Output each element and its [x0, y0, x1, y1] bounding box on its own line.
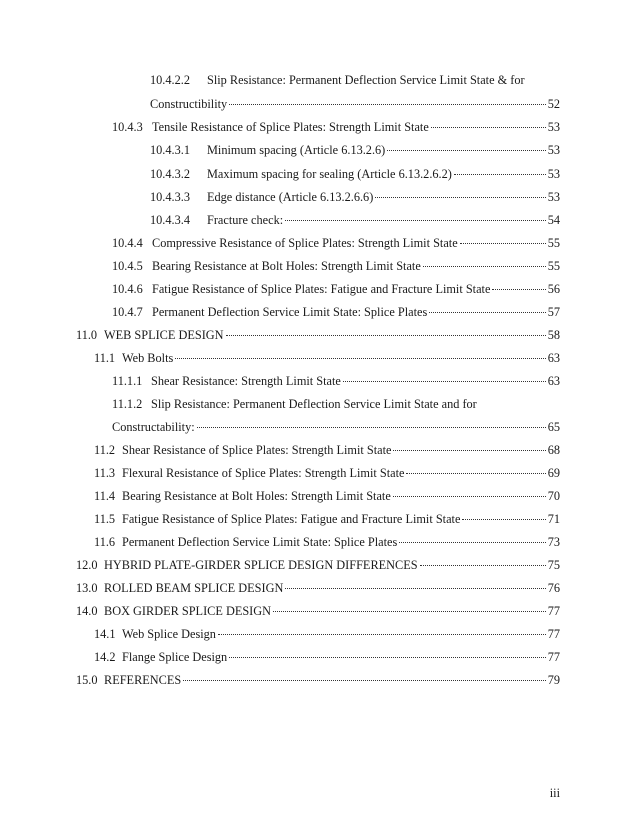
toc-page: 65: [547, 420, 560, 434]
dot-leader: [462, 519, 545, 520]
toc-entry[interactable]: [150, 141, 560, 159]
dot-leader: [285, 588, 545, 589]
toc-title-line1: Slip Resistance: Permanent Deflection Service Limit State & for: [207, 73, 525, 87]
toc-page: 68: [547, 443, 560, 457]
toc-entry[interactable]: [94, 464, 560, 482]
toc-entry[interactable]: [94, 349, 560, 367]
toc-number: 10.4.6: [112, 282, 143, 296]
toc-number: 10.4.3.3: [150, 190, 190, 204]
toc-title: Shear Resistance of Splice Plates: Strength Limit State: [122, 443, 392, 457]
toc-entry[interactable]: [94, 648, 560, 666]
dot-leader: [273, 611, 546, 612]
toc-page: 55: [547, 236, 560, 250]
toc-title: Edge distance (Article 6.13.2.6.6): [207, 190, 374, 204]
toc-page: 77: [547, 627, 560, 641]
toc-title: Permanent Deflection Service Limit State: Splice Plates: [122, 535, 398, 549]
toc-page: 69: [547, 466, 560, 480]
toc-entry[interactable]: [150, 188, 560, 206]
toc-entry[interactable]: [76, 602, 560, 620]
toc-number: 11.1.1: [112, 374, 143, 388]
toc-number: 11.2: [94, 443, 116, 457]
toc-title: Maximum spacing for sealing (Article 6.13.2.6.2): [207, 167, 452, 181]
toc-title: Constructibility: [150, 97, 228, 111]
dot-leader: [229, 657, 546, 658]
toc-entry[interactable]: [94, 487, 560, 505]
toc-entry[interactable]: [150, 165, 560, 183]
toc-title: BOX GIRDER SPLICE DESIGN: [104, 604, 272, 618]
toc-entry[interactable]: [94, 510, 560, 528]
toc-number: 11.1: [94, 351, 116, 365]
toc-entry[interactable]: [112, 418, 560, 436]
toc-page: 63: [547, 351, 560, 365]
dot-leader: [285, 220, 546, 221]
toc-title: Flexural Resistance of Splice Plates: Strength Limit State: [122, 466, 405, 480]
toc-page: 53: [547, 167, 560, 181]
toc-title: Bearing Resistance at Bolt Holes: Strength Limit State: [122, 489, 391, 503]
toc-title: Web Splice Design: [122, 627, 216, 641]
toc-title: ROLLED BEAM SPLICE DESIGN: [104, 581, 284, 595]
toc-title: Fatigue Resistance of Splice Plates: Fatigue and Fracture Limit State: [152, 282, 491, 296]
toc-number: 11.5: [94, 512, 116, 526]
dot-leader: [375, 197, 545, 198]
dot-leader: [492, 289, 545, 290]
dot-leader: [175, 358, 545, 359]
toc-title: WEB SPLICE DESIGN: [104, 328, 224, 342]
toc-number: 10.4.3: [112, 120, 143, 134]
toc-title: Shear Resistance: Strength Limit State: [151, 374, 341, 388]
toc-page: 52: [547, 97, 560, 111]
toc-page: 63: [547, 374, 560, 388]
toc-number: 11.4: [94, 489, 116, 503]
dot-leader: [399, 542, 545, 543]
toc-entry[interactable]: [112, 118, 560, 136]
toc-page: 71: [547, 512, 560, 526]
toc-title: Web Bolts: [122, 351, 174, 365]
toc-entry[interactable]: [150, 211, 560, 229]
toc-number: 10.4.4: [112, 236, 143, 250]
toc-page: 53: [547, 190, 560, 204]
toc-number: [150, 71, 190, 89]
toc-page: 56: [547, 282, 560, 296]
toc-number: 11.1.2: [112, 397, 143, 411]
dot-leader: [387, 150, 545, 151]
dot-leader: [460, 243, 546, 244]
dot-leader: [393, 450, 545, 451]
toc-page: 53: [547, 143, 560, 157]
toc-title: Bearing Resistance at Bolt Holes: Strength Limit State: [152, 259, 421, 273]
dot-leader: [183, 680, 545, 681]
toc-entry[interactable]: [112, 280, 560, 298]
toc-number: 11.6: [94, 535, 116, 549]
toc-entry[interactable]: [112, 257, 560, 275]
toc-title: Permanent Deflection Service Limit State: Splice Plates: [152, 305, 428, 319]
toc-number: 14.2: [94, 650, 116, 664]
toc-number: 11.0: [76, 328, 98, 342]
toc-entry[interactable]: [76, 579, 560, 597]
dot-leader: [431, 127, 546, 128]
toc-number: 10.4.3.4: [150, 213, 190, 227]
dot-leader: [429, 312, 545, 313]
dot-leader: [423, 266, 546, 267]
toc-page: 79: [547, 673, 560, 687]
toc-title: Minimum spacing (Article 6.13.2.6): [207, 143, 386, 157]
dot-leader: [229, 104, 546, 105]
toc-number: 10.4.7: [112, 305, 143, 319]
dot-leader: [226, 335, 546, 336]
toc-title: Tensile Resistance of Splice Plates: Strength Limit State: [152, 120, 429, 134]
toc-title: Flange Splice Design: [122, 650, 228, 664]
toc-title-line1: Slip Resistance: Permanent Deflection Service Limit State and for: [151, 397, 477, 411]
toc-page: 77: [547, 650, 560, 664]
toc-title: Fatigue Resistance of Splice Plates: Fatigue and Fracture Limit State: [122, 512, 461, 526]
toc-entry[interactable]: [76, 671, 560, 689]
dot-leader: [343, 381, 546, 382]
dot-leader: [454, 174, 546, 175]
dot-leader: [218, 634, 546, 635]
toc-title: Fracture check:: [207, 213, 284, 227]
toc-number: 12.0: [76, 558, 98, 572]
toc-page: 75: [547, 558, 560, 572]
toc-title: REFERENCES: [104, 673, 182, 687]
toc-entry[interactable]: [150, 95, 560, 113]
toc-number: 14.0: [76, 604, 98, 618]
dot-leader: [420, 565, 546, 566]
toc-title: Constructability:: [112, 420, 195, 434]
toc-entry[interactable]: [112, 372, 560, 390]
toc-page: 70: [547, 489, 560, 503]
toc-number: 10.4.2.2: [150, 73, 190, 87]
toc-entry[interactable]: [112, 234, 560, 252]
toc-page: 53: [547, 120, 560, 134]
toc-page: 57: [547, 305, 560, 319]
toc-page: 55: [547, 259, 560, 273]
toc-entry[interactable]: [94, 441, 560, 459]
toc-number: 13.0: [76, 581, 98, 595]
toc-page: 54: [547, 213, 560, 227]
toc-title: HYBRID PLATE-GIRDER SPLICE DESIGN DIFFERENCES: [104, 558, 418, 572]
dot-leader: [406, 473, 545, 474]
toc-number: 14.1: [94, 627, 116, 641]
toc-page: 73: [547, 535, 560, 549]
toc-entry[interactable]: [76, 326, 560, 344]
toc-number: 10.4.3.2: [150, 167, 190, 181]
toc-page: 58: [547, 328, 560, 342]
toc-page: 77: [547, 604, 560, 618]
toc-number: 15.0: [76, 673, 98, 687]
toc-page: 76: [547, 581, 560, 595]
dot-leader: [197, 427, 546, 428]
toc-entry[interactable]: [112, 303, 560, 321]
dot-leader: [393, 496, 546, 497]
toc-number: 10.4.5: [112, 259, 143, 273]
toc-number: 10.4.3.1: [150, 143, 190, 157]
toc-entry[interactable]: [94, 625, 560, 643]
page-number: iii: [549, 786, 560, 800]
toc-entry[interactable]: [76, 556, 560, 574]
toc-number: 11.3: [94, 466, 116, 480]
toc-entry[interactable]: [94, 533, 560, 551]
toc-title: Compressive Resistance of Splice Plates: Strength Limit State: [152, 236, 458, 250]
